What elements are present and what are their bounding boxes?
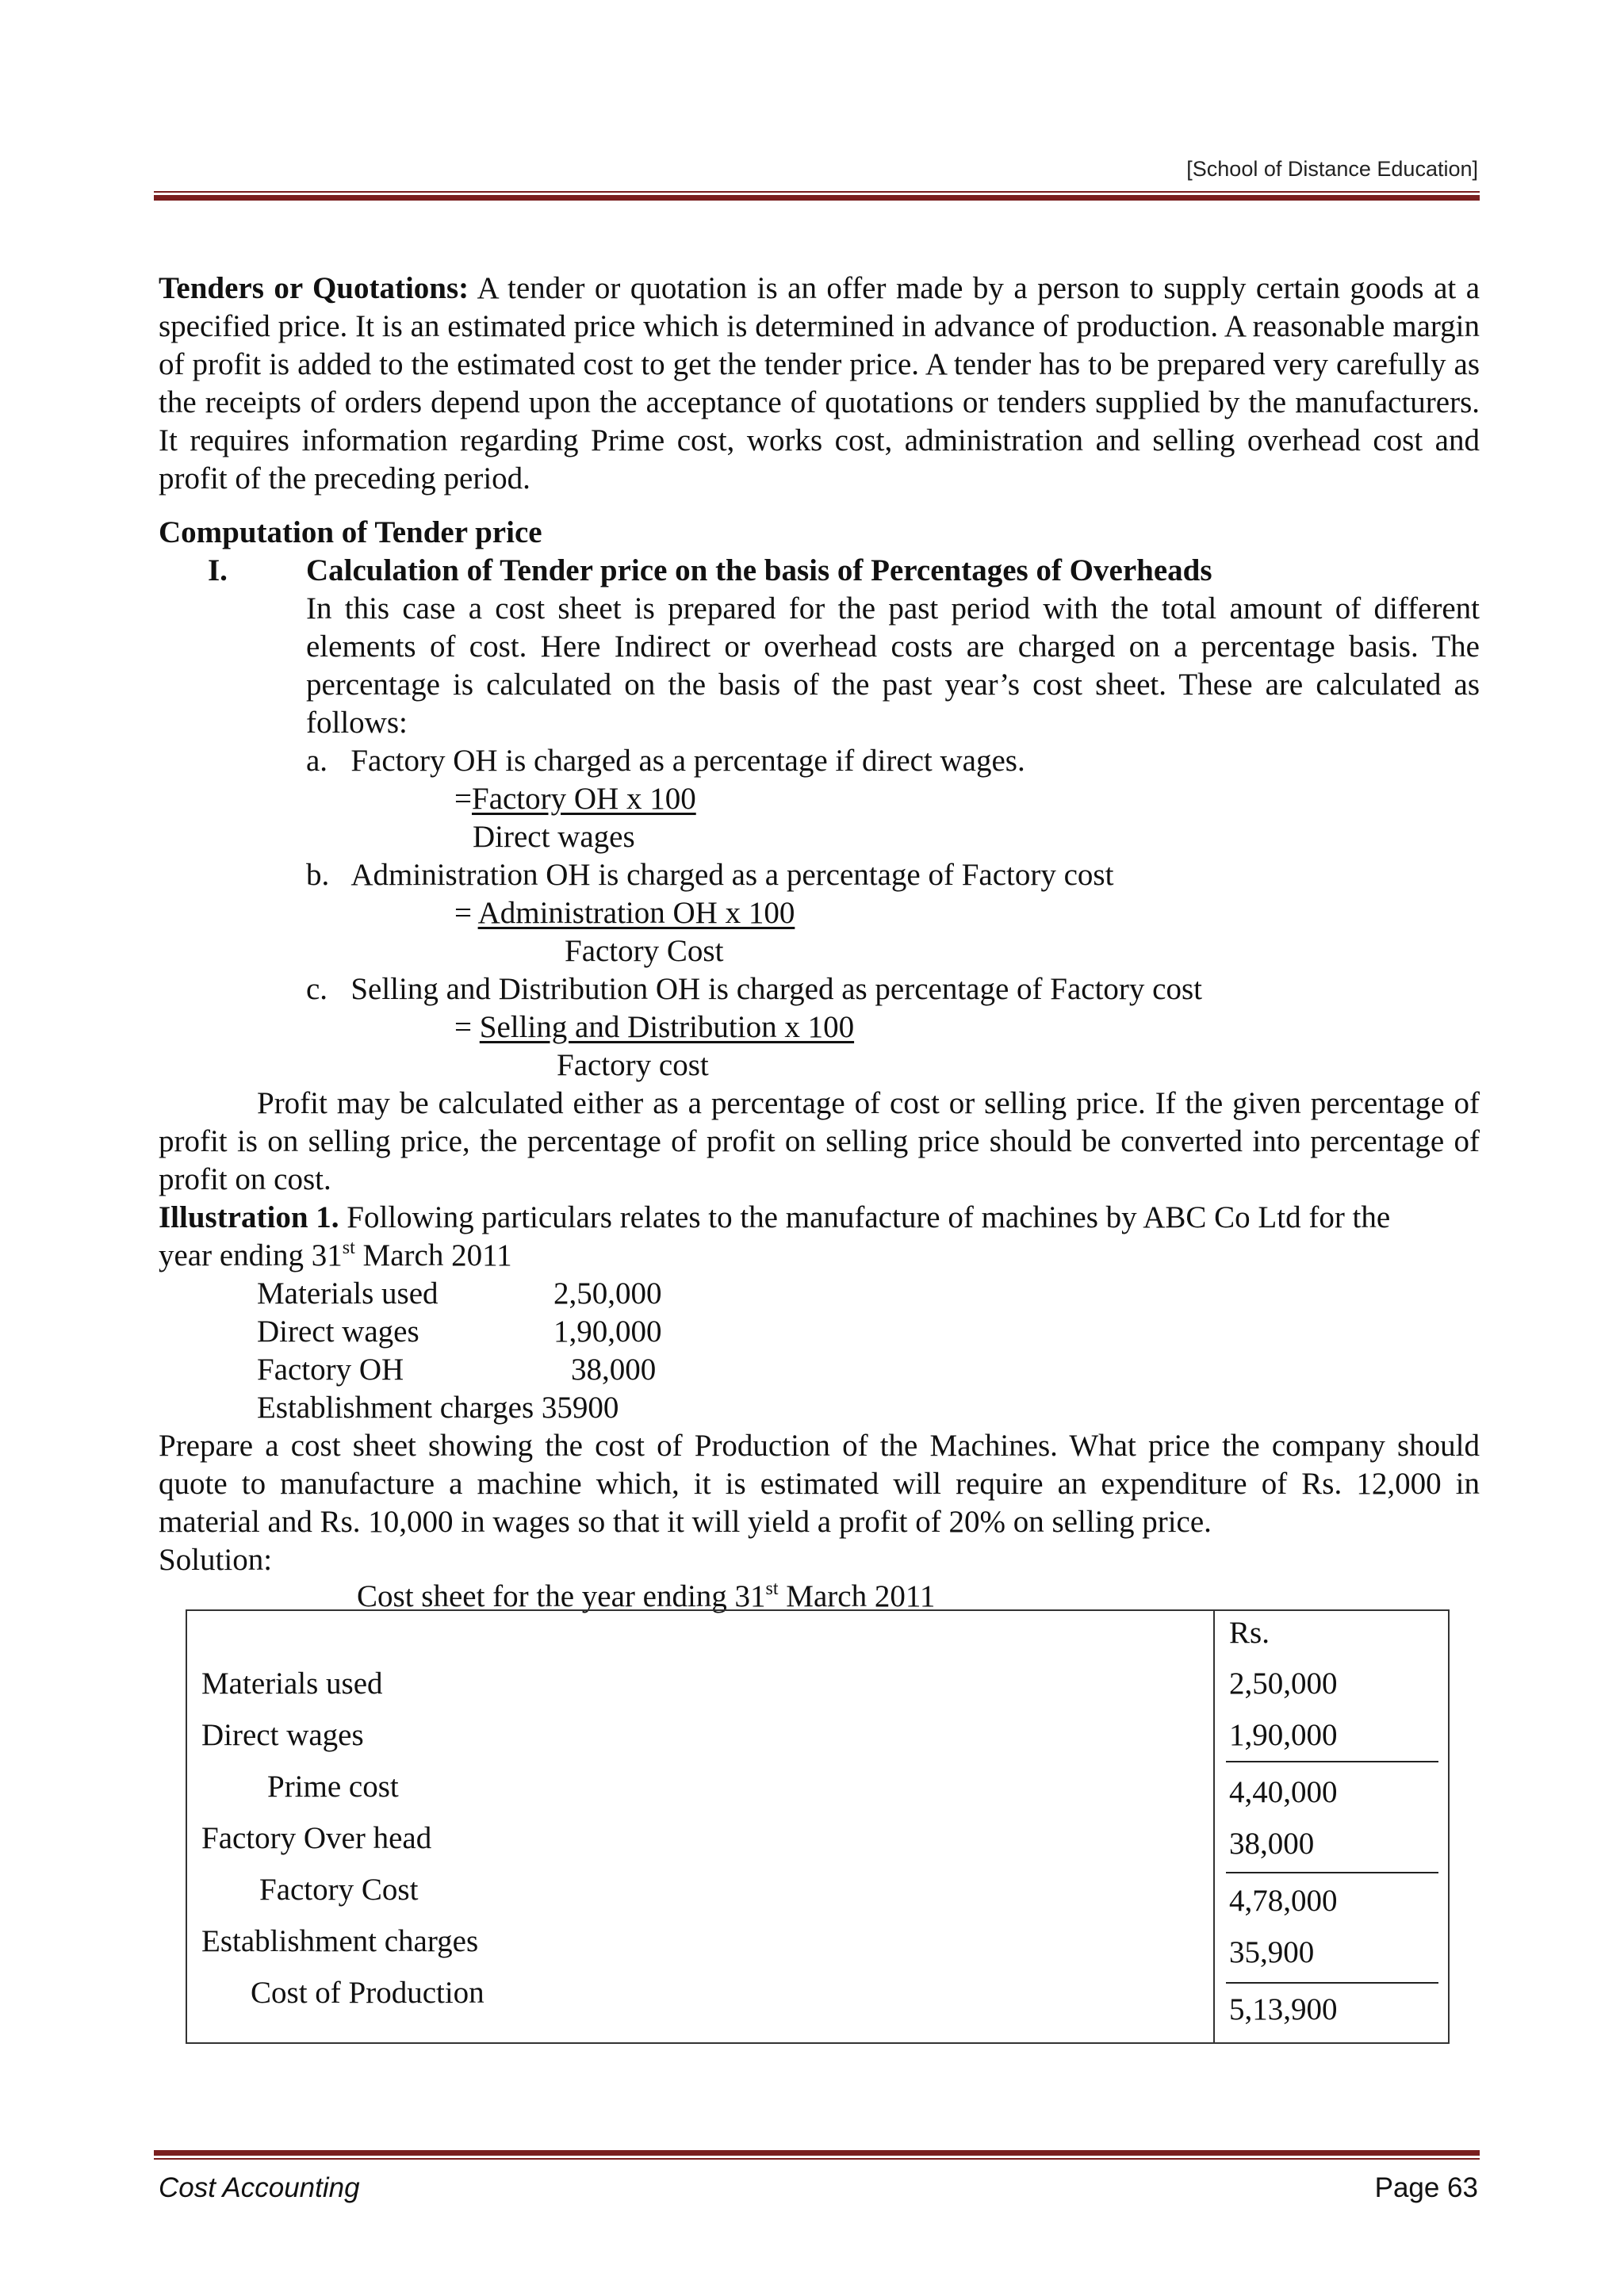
formula-a-denominator: Direct wages [473,820,635,854]
formula-b-numerator: = Administration OH x 100 [454,896,795,930]
item-b-text: Administration OH is charged as a percentage of Factory cost [350,858,1114,892]
cost-row-label: Direct wages [201,1718,364,1752]
cost-row-value: 38,000 [1229,1827,1315,1861]
header-rule-thick [154,195,1480,201]
illustration-question: Prepare a cost sheet showing the cost of Production of the Machines. What price the company should quote to manufacture a machine which, it is estimated will require an expenditure of Rs. 12,000 in material and Rs. 10,000 in wages so that it will yield a profit of 20% on selling price. [159,1429,1480,1539]
formula-b-denominator: Factory Cost [565,934,724,968]
solution-label: Solution: [159,1543,273,1577]
formula-c-numerator: = Selling and Distribution x 100 [454,1010,855,1044]
illustration-paragraph [159,1199,1480,1237]
header-rule-thin [154,191,1480,193]
intro-paragraph [159,270,1480,498]
illustration-label: Illustration 1. [159,1200,339,1234]
cost-row-label: Materials used [201,1667,383,1701]
subtotal-rule [1226,1872,1438,1873]
total-rule [1226,1982,1438,1984]
particular-name: Direct wages [257,1314,419,1349]
intro-body: A tender or quotation is an offer made by a person to supply certain goods at a specified price. It is an estimated price which is determined in advance of production. A reasonable margin of profit is added to the estimated cost to get the tender price. A tender has to be prepared very carefully as the receipts of orders depend upon the acceptance of quotations or tenders supplied by the manufacturers. It requires information regarding Prime cost, works cost, administration and selling overhead cost and profit of the preceding period. [159,271,1480,496]
formula-a-numerator: =Factory OH x 100 [454,782,696,816]
profit-note: Profit may be calculated either as a percentage of cost or selling price. If the given percentage of profit is on selling price, the percentage of profit on selling price should be converted into percentage of profit on cost. [159,1086,1480,1196]
particular-name: Factory OH [257,1353,404,1387]
item-a-text: Factory OH is charged as a percentage if direct wages. [350,744,1025,778]
illustration-text: Following particulars relates to the manufacture of machines by ABC Co Ltd for the [347,1200,1391,1234]
footer-page-number: Page 63 [1374,2172,1478,2203]
subtotal-rule [1226,1761,1438,1762]
cost-row-value: 4,40,000 [1229,1775,1338,1809]
cost-row-label: Factory Over head [201,1821,432,1855]
computation-body: In this case a cost sheet is prepared for the past period with the total amount of different elements of cost. Here Indirect or overhead costs are charged on a percentage basis. The percentage is calculated on the basis of the past year’s cost sheet. These are calculated as follows: [306,591,1480,740]
footer-rule-thick [154,2150,1480,2156]
computation-heading: Computation of Tender price [159,515,542,549]
formula-c-denominator: Factory cost [557,1048,709,1082]
particular-value: 1,90,000 [553,1314,662,1349]
establishment-charges: Establishment charges 35900 [257,1391,619,1425]
footer-rule-thin [154,2158,1480,2160]
particular-value: 2,50,000 [553,1276,662,1311]
cost-row-value: 4,78,000 [1229,1884,1338,1918]
cost-row-label: Cost of Production [251,1976,485,2010]
cost-row-label: Establishment charges [201,1924,479,1958]
cost-row-value: 35,900 [1229,1935,1315,1969]
item-c-text: Selling and Distribution OH is charged as percentage of Factory cost [350,972,1202,1006]
particular-value: 38,000 [571,1353,657,1387]
header-institution: [School of Distance Education] [1186,157,1478,181]
illustration-text-line2: year ending 31st March 2011 [159,1238,512,1272]
item-b [306,856,1113,894]
cost-row-value: 1,90,000 [1229,1718,1338,1752]
cost-row-label: Prime cost [267,1770,399,1804]
cost-row-value: 2,50,000 [1229,1667,1338,1701]
item-c [306,970,1202,1008]
item-b-letter: b. [306,858,330,892]
computation-roman-numeral: I. [208,553,228,587]
particular-name: Materials used [257,1276,439,1311]
cost-row-label: Factory Cost [259,1873,419,1907]
cost-row-value: 5,13,900 [1229,1992,1338,2026]
computation-subheading: Calculation of Tender price on the basis of Percentages of Overheads [306,553,1212,587]
item-a [306,742,1025,780]
item-a-letter: a. [306,744,328,778]
footer-title: Cost Accounting [159,2172,360,2203]
cost-sheet-currency-header: Rs. [1229,1616,1270,1650]
cost-sheet-title: Cost sheet for the year ending 31st March 2011 [357,1578,936,1613]
cost-sheet-column-divider [1213,1609,1215,2044]
intro-heading: Tenders or Quotations: [159,271,469,305]
item-c-letter: c. [306,972,328,1006]
